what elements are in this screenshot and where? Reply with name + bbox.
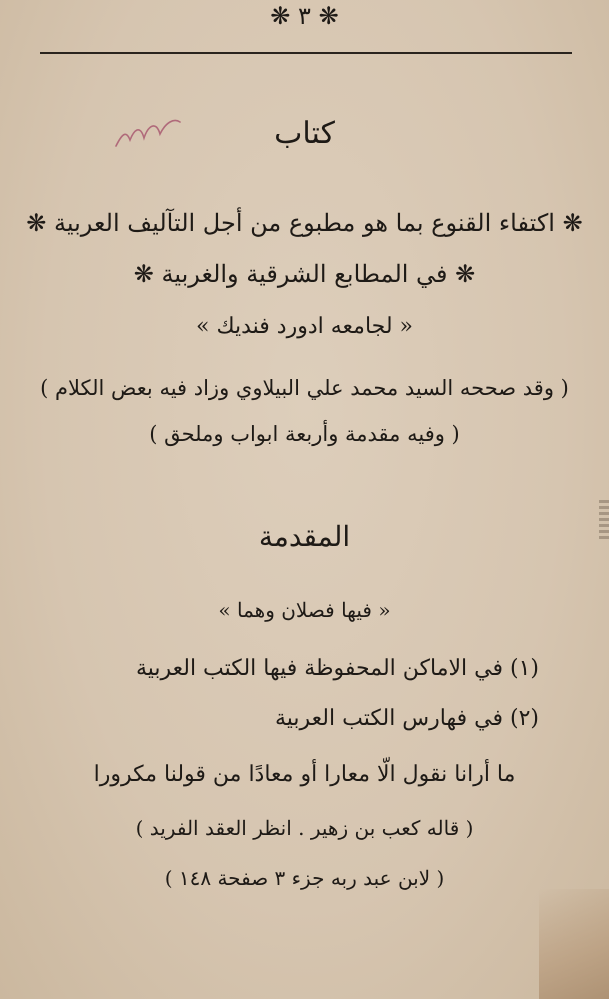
contents-line: ( وفيه مقدمة وأربعة ابواب وملحق ) <box>149 422 460 446</box>
section-heading: المقدمة <box>258 520 351 553</box>
book-full-title-line-2: ❋ في المطابع الشرقية والغربية ❋ <box>133 260 476 288</box>
book-title-label: كتاب <box>274 116 335 151</box>
header-rule <box>40 52 572 54</box>
list-item: (١) في الاماكن المحفوظة فيها الكتب العربية <box>135 656 539 681</box>
attribution-line-2: ( لابن عبد ربه جزء ٣ صفحة ١٤٨ ) <box>164 866 445 890</box>
author-line: « لجامعه ادورد فنديك » <box>195 314 413 339</box>
verse-line: ما أرانا نقول الّا معارا أو معادًا من قولنا مكرورا <box>93 762 516 787</box>
list-item: (٢) في فهارس الكتب العربية <box>274 706 539 731</box>
book-full-title-line-1: ❋ اكتفاء القنوع بما هو مطبوع من أجل التآليف العربية ❋ <box>26 209 583 237</box>
attribution-line-1: ( قاله كعب بن زهير . انظر العقد الفريد ) <box>135 816 474 840</box>
editor-line: ( وقد صححه السيد محمد علي البيلاوي وزاد فيه بعض الكلام ) <box>40 376 569 400</box>
paper-stain <box>539 889 609 999</box>
page-number: ❋ ٣ ❋ <box>270 2 339 30</box>
binding-edge-mark <box>599 500 609 540</box>
section-subtitle: « فيها فصلان وهما » <box>218 598 391 622</box>
